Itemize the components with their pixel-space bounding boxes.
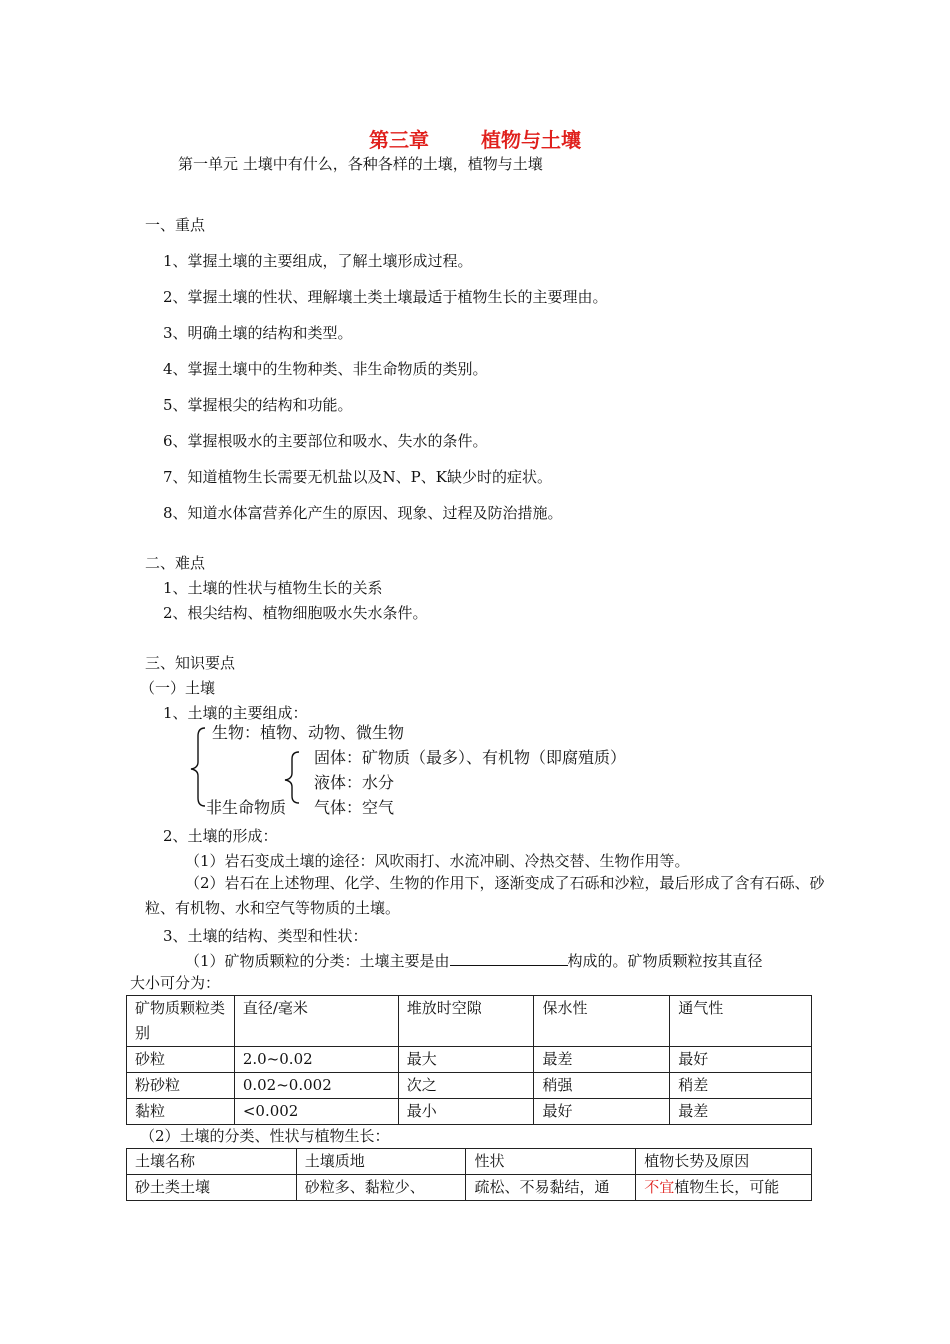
composition-bio: 生物：植物、动物、微生物 bbox=[212, 723, 405, 742]
key-point-item: 8、知道水体富营养化产生的原因、现象、过程及防治措施。 bbox=[163, 504, 563, 522]
table-cell: 次之 bbox=[398, 1073, 534, 1099]
table-header-row bbox=[127, 1149, 812, 1175]
point-composition: 1、土壤的主要组成： bbox=[163, 704, 308, 722]
composition-gas: 气体：空气 bbox=[314, 798, 395, 817]
table-header-cell: 堆放时空隙 bbox=[398, 996, 534, 1047]
key-point-item: 2、掌握土壤的性状、理解壤土类土壤最适于植物生长的主要理由。 bbox=[163, 288, 608, 306]
difficulty-item: 1、土壤的性状与植物生长的关系 bbox=[163, 579, 383, 597]
table-cell: 最差 bbox=[670, 1099, 812, 1125]
table-cell: 粉砂粒 bbox=[127, 1073, 235, 1099]
composition-liquid: 液体：水分 bbox=[314, 773, 395, 792]
outer-brace bbox=[191, 728, 205, 806]
table-cell: 2.0~0.02 bbox=[234, 1047, 398, 1073]
table-row bbox=[127, 1073, 812, 1099]
table-cell: 稍差 bbox=[670, 1073, 812, 1099]
key-point-item: 1、掌握土壤的主要组成，了解土壤形成过程。 bbox=[163, 252, 473, 270]
point-formation: 2、土壤的形成： bbox=[163, 827, 278, 845]
fill-in-blank bbox=[450, 951, 568, 966]
table-header-cell: 保水性 bbox=[534, 996, 670, 1047]
key-point-item: 3、明确土壤的结构和类型。 bbox=[163, 324, 353, 342]
table-header-cell: 植物长势及原因 bbox=[636, 1149, 812, 1175]
table-row bbox=[127, 1175, 812, 1201]
subsection-soil: （一）土壤 bbox=[140, 679, 216, 697]
formation-step-2: （2）岩石在上述物理、化学、生物的作用下，逐渐变成了石砾和沙粒，最后形成了含有石砾、砂粒、有机物、水和空气等物质的土壤。 bbox=[145, 874, 825, 917]
table-cell: 黏粒 bbox=[127, 1099, 235, 1125]
soil-type-table bbox=[126, 1148, 812, 1201]
table-cell: 砂粒 bbox=[127, 1047, 235, 1073]
composition-nonbio: 非生命物质 bbox=[206, 798, 287, 817]
subtitle: 第一单元 土壤中有什么，各种各样的土壤，植物与土壤 bbox=[178, 155, 543, 173]
table-header-cell: 土壤名称 bbox=[127, 1149, 297, 1175]
highlight-not-suitable: 不宜 bbox=[644, 1178, 675, 1196]
table-cell: <0.002 bbox=[234, 1099, 398, 1125]
table-cell: 最好 bbox=[534, 1099, 670, 1125]
table-header-cell: 土壤质地 bbox=[296, 1149, 466, 1175]
table-header-cell: 直径/毫米 bbox=[234, 996, 398, 1047]
table-cell: 最差 bbox=[534, 1047, 670, 1073]
structure-step-1: （1）矿物质颗粒的分类：土壤主要是由 构成的。矿物质颗粒按其直径 bbox=[185, 952, 763, 970]
table-header-cell: 通气性 bbox=[670, 996, 812, 1047]
table-cell: 最好 bbox=[670, 1047, 812, 1073]
table-cell: 不宜植物生长，可能 bbox=[636, 1175, 812, 1201]
key-point-item: 5、掌握根尖的结构和功能。 bbox=[163, 396, 353, 414]
table-cell: 砂粒多、黏粒少、 bbox=[296, 1175, 466, 1201]
title-topic: 植物与土壤 bbox=[481, 128, 581, 152]
section-heading-knowledge: 三、知识要点 bbox=[145, 654, 236, 672]
point-structure: 3、土壤的结构、类型和性状： bbox=[163, 927, 368, 945]
composition-solid: 固体：矿物质（最多）、有机物（即腐殖质） bbox=[314, 748, 627, 767]
table-cell: 最大 bbox=[398, 1047, 534, 1073]
table-cell: 最小 bbox=[398, 1099, 534, 1125]
table-cell: 疏松、不易黏结，通 bbox=[466, 1175, 636, 1201]
title-chapter: 第三章 bbox=[369, 128, 429, 152]
table-header-cell: 矿物质颗粒类别 bbox=[127, 996, 235, 1047]
section-heading-difficulties: 二、难点 bbox=[145, 554, 206, 572]
mineral-particle-table bbox=[126, 995, 812, 1125]
table-row bbox=[127, 1099, 812, 1125]
section-heading-key-points: 一、重点 bbox=[145, 216, 206, 234]
table-cell: 砂土类土壤 bbox=[127, 1175, 297, 1201]
table-cell: 0.02~0.002 bbox=[234, 1073, 398, 1099]
table-header-cell: 性状 bbox=[466, 1149, 636, 1175]
table-header-row bbox=[127, 996, 812, 1047]
key-point-item: 4、掌握土壤中的生物种类、非生命物质的类别。 bbox=[163, 360, 488, 378]
table-row bbox=[127, 1047, 812, 1073]
structure-step-2: （2）土壤的分类、性状与植物生长： bbox=[140, 1127, 390, 1145]
key-point-item: 6、掌握根吸水的主要部位和吸水、失水的条件。 bbox=[163, 432, 488, 450]
formation-step-1: （1）岩石变成土壤的途径：风吹雨打、水流冲刷、冷热交替、生物作用等。 bbox=[185, 852, 690, 870]
table-cell: 稍强 bbox=[534, 1073, 670, 1099]
page-title bbox=[0, 124, 950, 153]
structure-step-1-cont: 大小可分为： bbox=[130, 974, 221, 992]
key-point-item: 7、知道植物生长需要无机盐以及N、P、K缺少时的症状。 bbox=[163, 468, 552, 486]
inner-brace bbox=[285, 752, 299, 803]
difficulty-item: 2、根尖结构、植物细胞吸水失水条件。 bbox=[163, 604, 428, 622]
